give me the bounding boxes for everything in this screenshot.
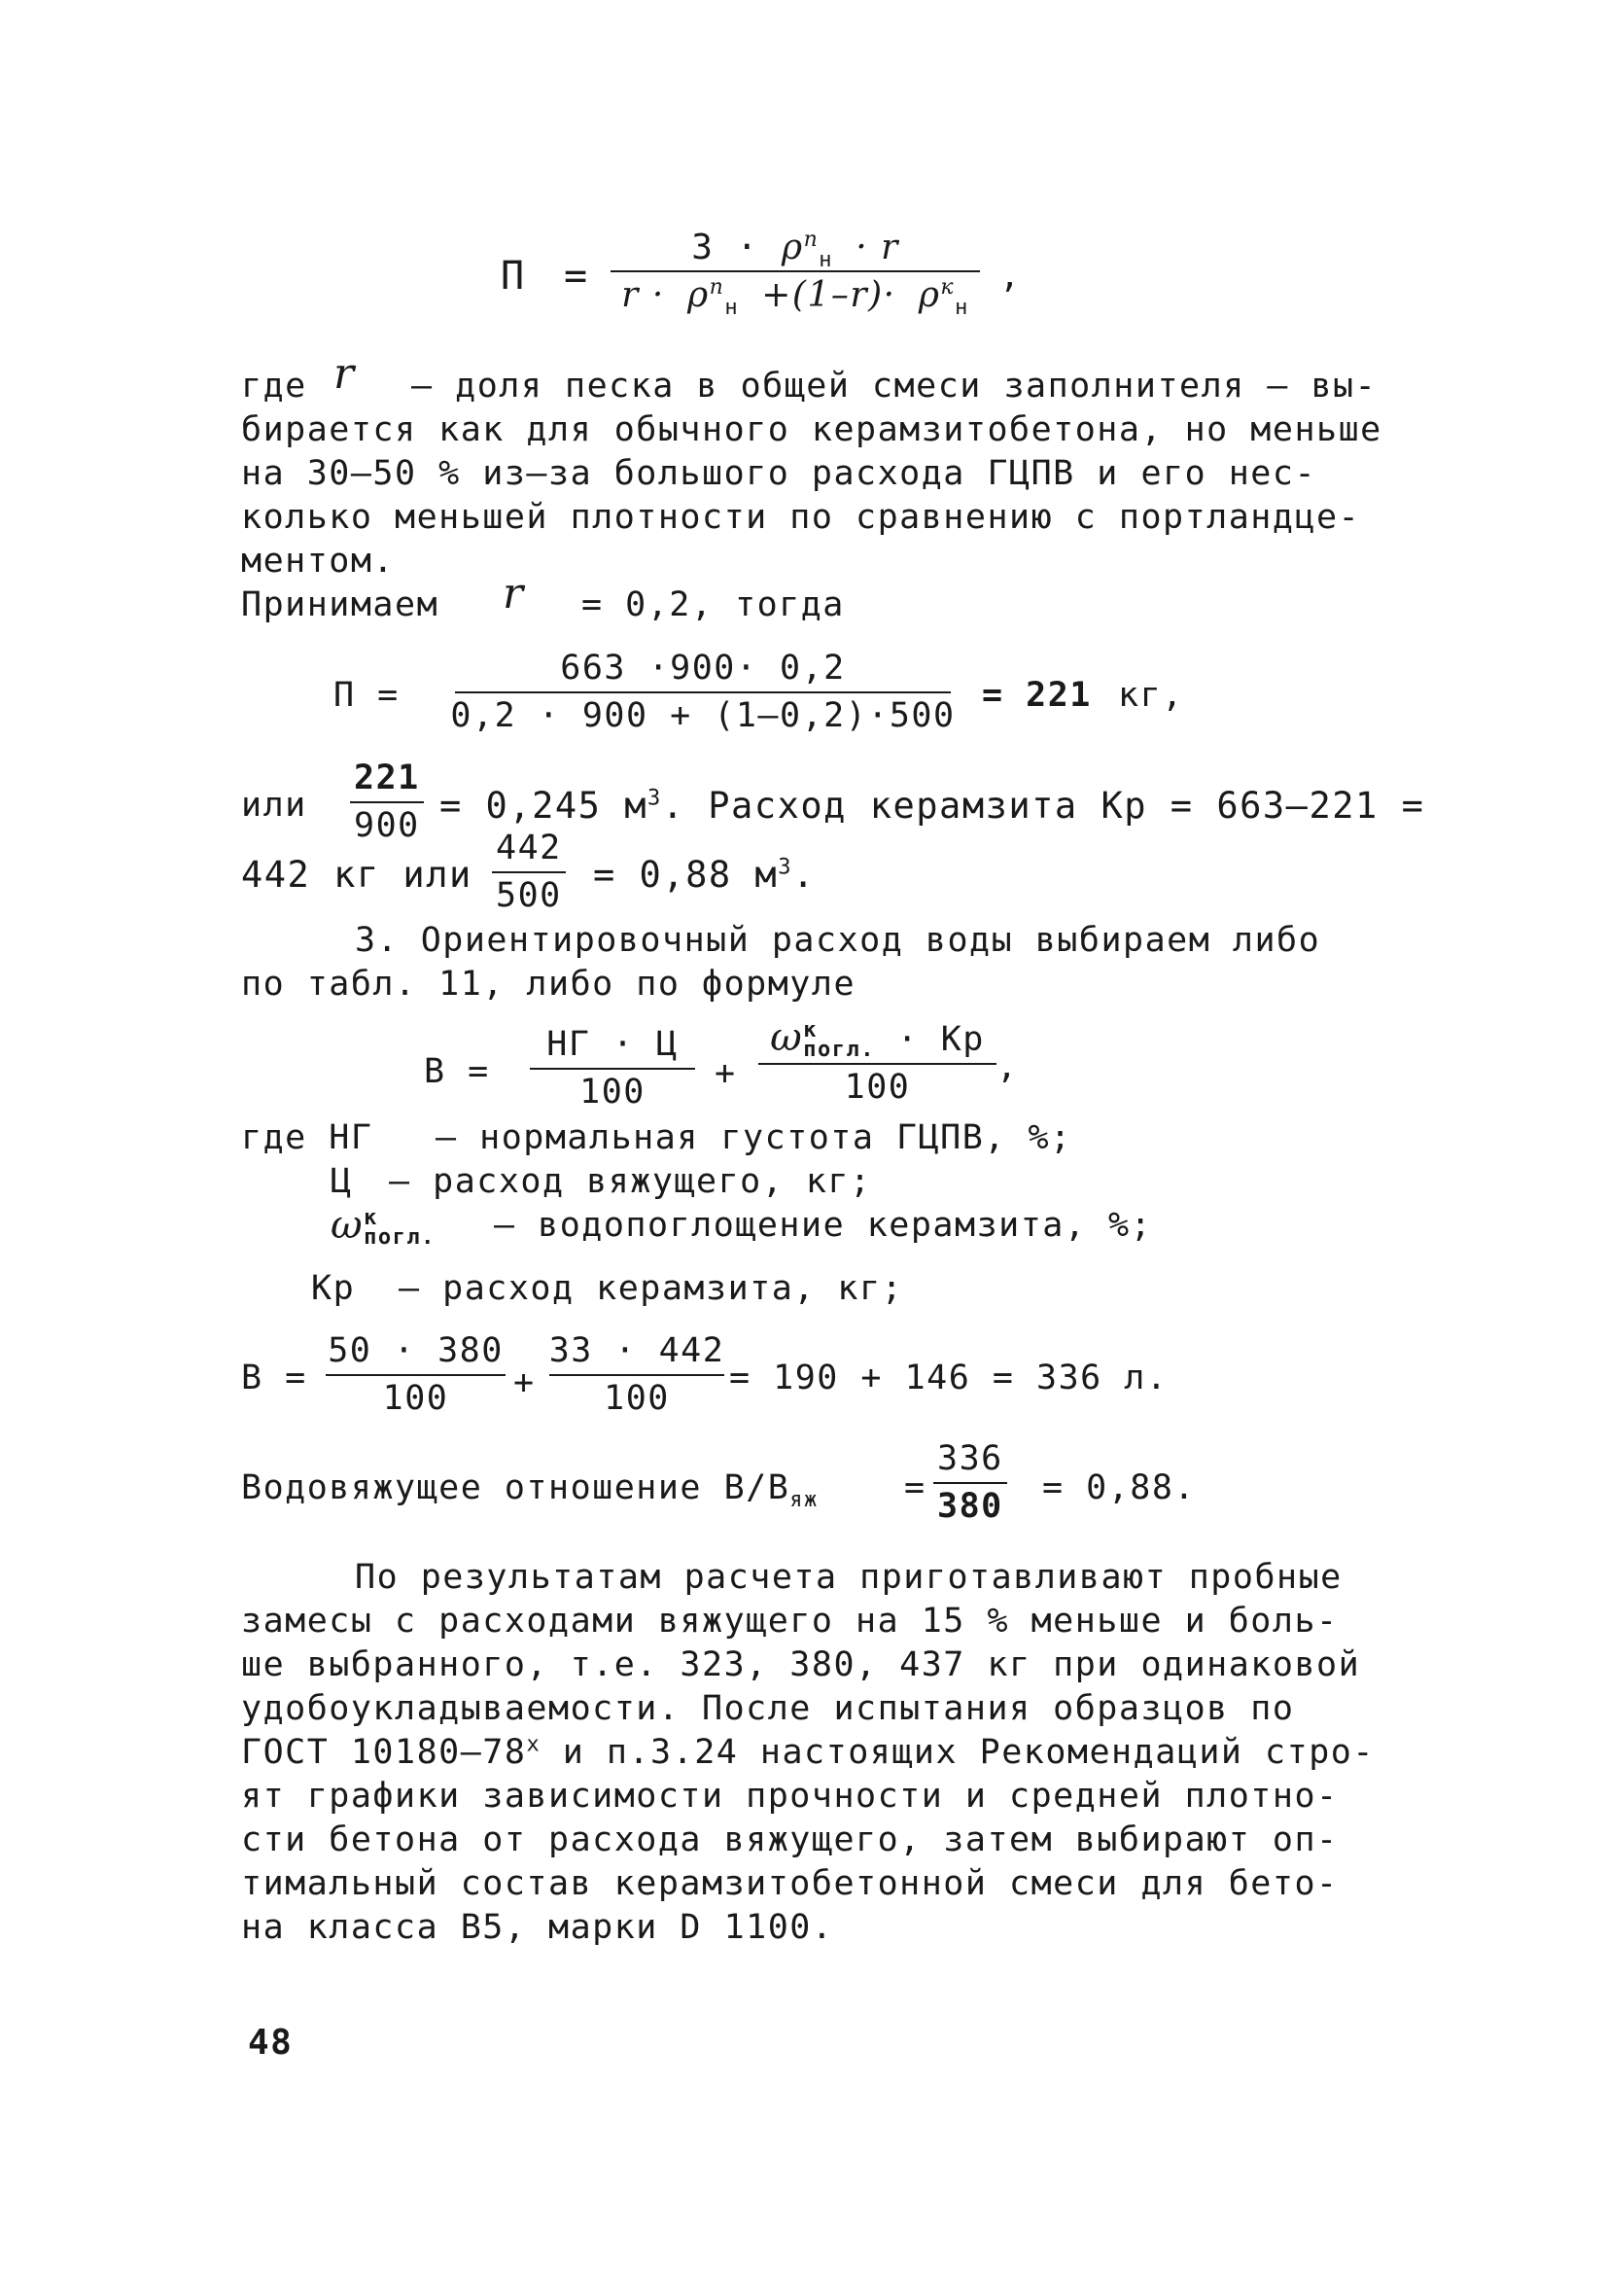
accept-symbol: r [503, 569, 525, 618]
calc-p-unit: кг, [1118, 676, 1184, 715]
formula-p-bar [611, 270, 980, 272]
final-line9: на класса В5, марки D 1100. [241, 1908, 834, 1947]
final-line5a: ГОСТ 10180–78 [241, 1733, 527, 1772]
legend-l3-sup: к [364, 1206, 378, 1230]
ratio-bar [933, 1482, 1007, 1484]
calc-p-bar [455, 691, 951, 693]
volume2-value-wrap [593, 853, 816, 897]
calc-p-denominator: 0,2 · 900 + (1–0,2)·500 [450, 696, 956, 735]
volume2-denominator: 500 [496, 876, 562, 915]
formula-p-lhs: П [501, 254, 526, 299]
volume2-lead: 442 кг или [241, 854, 472, 896]
where-r-lead: где [241, 367, 307, 406]
formula-b-fraction-2 [758, 1016, 996, 1110]
calc-p-numerator: 663 ·900· 0,2 [560, 649, 846, 688]
formula-b-omega: ω [770, 1015, 804, 1060]
formula-b-den1: 100 [579, 1073, 646, 1112]
ratio-eq: = [904, 1468, 926, 1507]
formula-p-numerator: $3 \cdot \rho^п_н \cdot r$ [691, 228, 899, 273]
volume2-end: . [791, 854, 816, 896]
legend-l3-text: – водопоглощение керамзита, %; [494, 1206, 1153, 1245]
ratio-lead: Водовяжущее отношение В/В [241, 1468, 790, 1507]
formula-b-omega-scripts [803, 1018, 875, 1062]
ratio-fraction [933, 1437, 1007, 1529]
formula-b-fraction-1 [530, 1023, 695, 1114]
final-line5-sup: х [526, 1732, 541, 1757]
legend-l1-text: – нормальная густота ГЦПВ, %; [436, 1118, 1072, 1157]
calc-b-num2: 33 · 442 [548, 1331, 725, 1370]
final-line5 [241, 1731, 1375, 1775]
volume2-sup: 3 [778, 855, 792, 880]
calc-b-fraction-2 [549, 1329, 724, 1421]
legend-l4-sym: Кр [311, 1269, 356, 1308]
page-number: 48 [248, 2023, 294, 2063]
final-line4: удобоукладываемости. После испытания образцов по [241, 1689, 1295, 1728]
formula-b-comma: , [996, 1047, 1019, 1086]
step3-line1: 3. Ориентировочный расход воды выбираем либо [355, 921, 1321, 960]
step3-line2: по табл. 11, либо по формуле [241, 965, 856, 1004]
volume-sup: 3 [646, 786, 662, 811]
legend-l3-sub: погл. [364, 1225, 436, 1250]
calc-b-fraction-1 [326, 1329, 506, 1421]
legend-l2-text: – расход вяжущего, кг; [389, 1162, 872, 1201]
legend-l3-sym: ω [331, 1203, 365, 1248]
volume2-value: = 0,88 м [593, 854, 779, 896]
ratio-lead-wrap [241, 1466, 819, 1510]
volume-lead: или [241, 786, 307, 825]
final-line6: ят графики зависимости прочности и средней плотно- [241, 1777, 1339, 1816]
volume-rest: . Расход керамзита Кр = 663–221 = [661, 785, 1425, 827]
formula-b-omega-sup: к [803, 1018, 818, 1042]
accept-lead: Принимаем [241, 585, 439, 624]
final-line5b: и п.3.24 настоящих Рекомендаций стро- [541, 1733, 1375, 1772]
legend-l2-sym: Ц [331, 1162, 353, 1201]
formula-b-lhs: В = [424, 1052, 490, 1091]
formula-b-bar2 [758, 1063, 996, 1065]
volume2-fraction [492, 827, 566, 918]
calc-b-plus: + [513, 1363, 536, 1402]
where-r-line5: ментом. [241, 542, 396, 581]
calc-b-num1: 50 · 380 [328, 1331, 504, 1370]
calc-b-bar2 [549, 1374, 724, 1376]
formula-b-num1: НГ · Ц [546, 1025, 679, 1064]
final-line3: ше выбранного, т.е. 323, 380, 437 кг при одинаковой [241, 1645, 1361, 1684]
formula-p-comma: , [999, 257, 1022, 296]
formula-b-num2-rest: · Кр [896, 1020, 985, 1059]
ratio-sub: яж [789, 1488, 819, 1512]
ratio-denominator: 380 [937, 1487, 1003, 1526]
formula-b-plus: + [715, 1054, 737, 1093]
calc-b-den1: 100 [382, 1379, 449, 1418]
calc-b-bar1 [326, 1374, 506, 1376]
ratio-result: = 0,88. [1042, 1468, 1197, 1507]
formula-b-omega-sub: погл. [803, 1038, 875, 1062]
calc-p-fraction [450, 647, 956, 738]
formula-b-num2 [766, 1016, 989, 1062]
where-r-symbol: r [333, 349, 356, 399]
where-r-line3: на 30–50 % из–за большого расхода ГЦПВ и его нес- [241, 454, 1317, 493]
volume-denominator: 900 [354, 806, 420, 845]
where-r-line1: – доля песка в общей смеси заполнителя – вы- [411, 367, 1378, 406]
final-line8: тимальный состав керамзитобетонной смеси для бето- [241, 1864, 1339, 1903]
final-line1: По результатам расчета приготавливают пробные [355, 1558, 1343, 1597]
legend-l3-sym-wrap [331, 1204, 436, 1250]
volume-value: = 0,245 м [439, 785, 647, 827]
formula-p-eq: = [564, 254, 589, 299]
ratio-numerator: 336 [937, 1439, 1003, 1478]
final-line7: сти бетона от расхода вяжущего, затем выбирают оп- [241, 1820, 1339, 1859]
volume-numerator: 221 [354, 759, 420, 797]
volume-bar [350, 801, 424, 803]
formula-p-fraction [611, 226, 980, 321]
formula-b-den2: 100 [844, 1068, 911, 1107]
where-r-line4: колько меньшей плотности по сравнению с портландце- [241, 498, 1361, 537]
calc-b-den2: 100 [604, 1379, 670, 1418]
legend-l3-scripts [364, 1206, 436, 1250]
legend-l4-text: – расход керамзита, кг; [399, 1269, 904, 1308]
legend-l1-lead: где НГ [241, 1118, 373, 1157]
formula-b-bar1 [530, 1068, 695, 1070]
accept-rest: = 0,2, тогда [581, 585, 845, 624]
volume2-numerator: 442 [496, 829, 562, 867]
volume2-bar [492, 871, 566, 873]
where-r-line2: бирается как для обычного керамзитобетона, но меньше [241, 410, 1382, 449]
calc-b-lhs: В = [241, 1359, 307, 1397]
calc-p-lhs: П = [333, 676, 400, 715]
volume-fraction [350, 757, 424, 848]
calc-b-result: = 190 + 146 = 336 л. [729, 1359, 1169, 1397]
final-line2: замесы с расходами вяжущего на 15 % меньше и боль- [241, 1602, 1339, 1641]
calc-p-result: = 221 [982, 676, 1092, 715]
formula-p-denominator: $r \cdot \rho^п_н +(1-r)\cdot \rho^к_н$ [621, 275, 969, 321]
volume-value-wrap [439, 784, 1424, 828]
